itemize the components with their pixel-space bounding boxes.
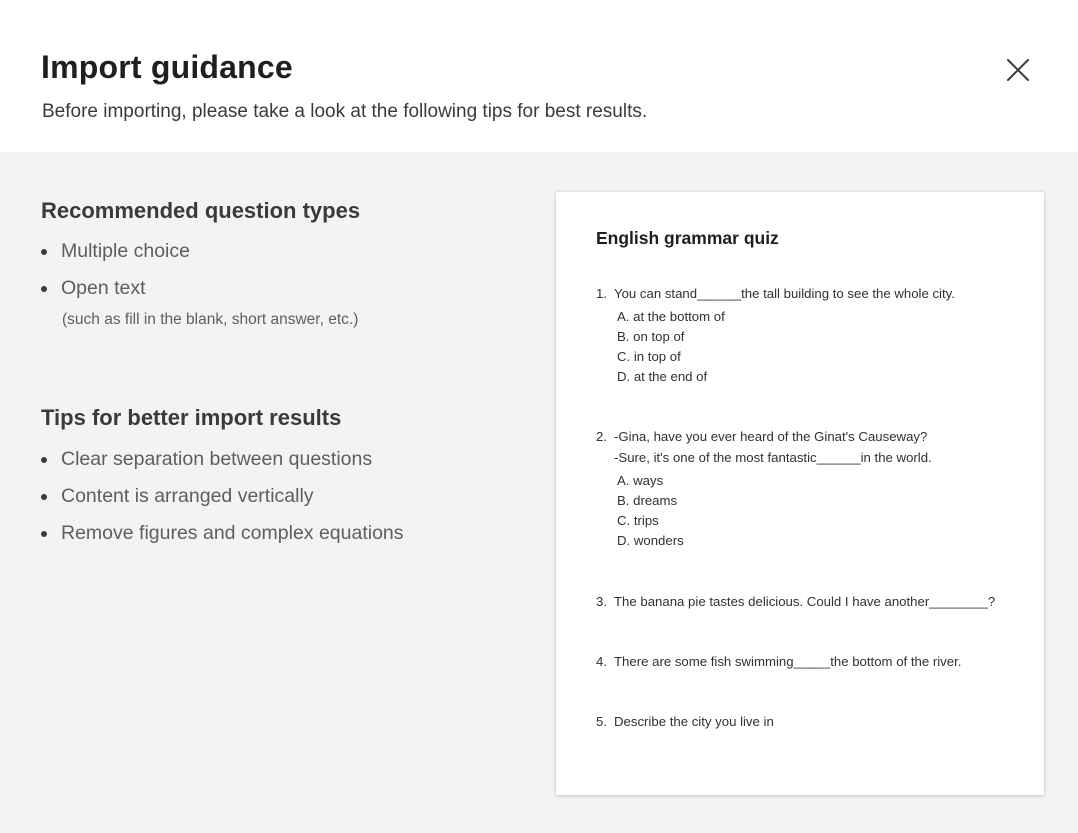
question-number: 1. — [596, 286, 607, 301]
question-text: There are some fish swimming_____the bottom of the river. — [614, 654, 962, 669]
answer-option: A. ways — [617, 473, 664, 488]
question-number: 4. — [596, 654, 607, 669]
list-item: Open text — [40, 276, 190, 313]
dialog-subtitle: Before importing, please take a look at the following tips for best results. — [42, 101, 648, 122]
recommended-types-list — [40, 239, 190, 313]
question-text: -Sure, it's one of the most fantastic______in the world. — [614, 450, 932, 465]
close-button[interactable] — [998, 50, 1038, 90]
list-item: Multiple choice — [40, 239, 190, 276]
answer-option: C. trips — [617, 513, 659, 528]
answer-option: A. at the bottom of — [617, 309, 725, 324]
tips-list — [40, 447, 404, 558]
list-item: Remove figures and complex equations — [40, 521, 404, 558]
guidance-body — [0, 152, 1078, 833]
close-icon — [1006, 58, 1030, 82]
answer-option: B. on top of — [617, 329, 685, 344]
sample-document-preview — [556, 192, 1044, 795]
answer-option: B. dreams — [617, 493, 678, 508]
question-text: Describe the city you live in — [614, 714, 774, 729]
open-text-note: (such as fill in the blank, short answer, etc.) — [62, 311, 359, 328]
list-item: Clear separation between questions — [40, 447, 404, 484]
dialog-title: Import guidance — [41, 49, 293, 85]
dialog-header — [0, 0, 1078, 152]
answer-option: D. wonders — [617, 533, 684, 548]
quiz-title: English grammar quiz — [596, 228, 779, 248]
recommended-types-heading: Recommended question types — [41, 198, 361, 223]
question-number: 5. — [596, 714, 607, 729]
question-number: 2. — [596, 429, 607, 444]
question-text: -Gina, have you ever heard of the Ginat's Causeway? — [614, 429, 928, 444]
list-item: Content is arranged vertically — [40, 484, 404, 521]
question-text: The banana pie tastes delicious. Could I have another________? — [614, 594, 996, 609]
question-number: 3. — [596, 594, 607, 609]
tips-heading: Tips for better import results — [41, 405, 342, 430]
answer-option: D. at the end of — [617, 369, 708, 384]
answer-option: C. in top of — [617, 349, 681, 364]
question-text: You can stand______the tall building to see the whole city. — [614, 286, 955, 301]
